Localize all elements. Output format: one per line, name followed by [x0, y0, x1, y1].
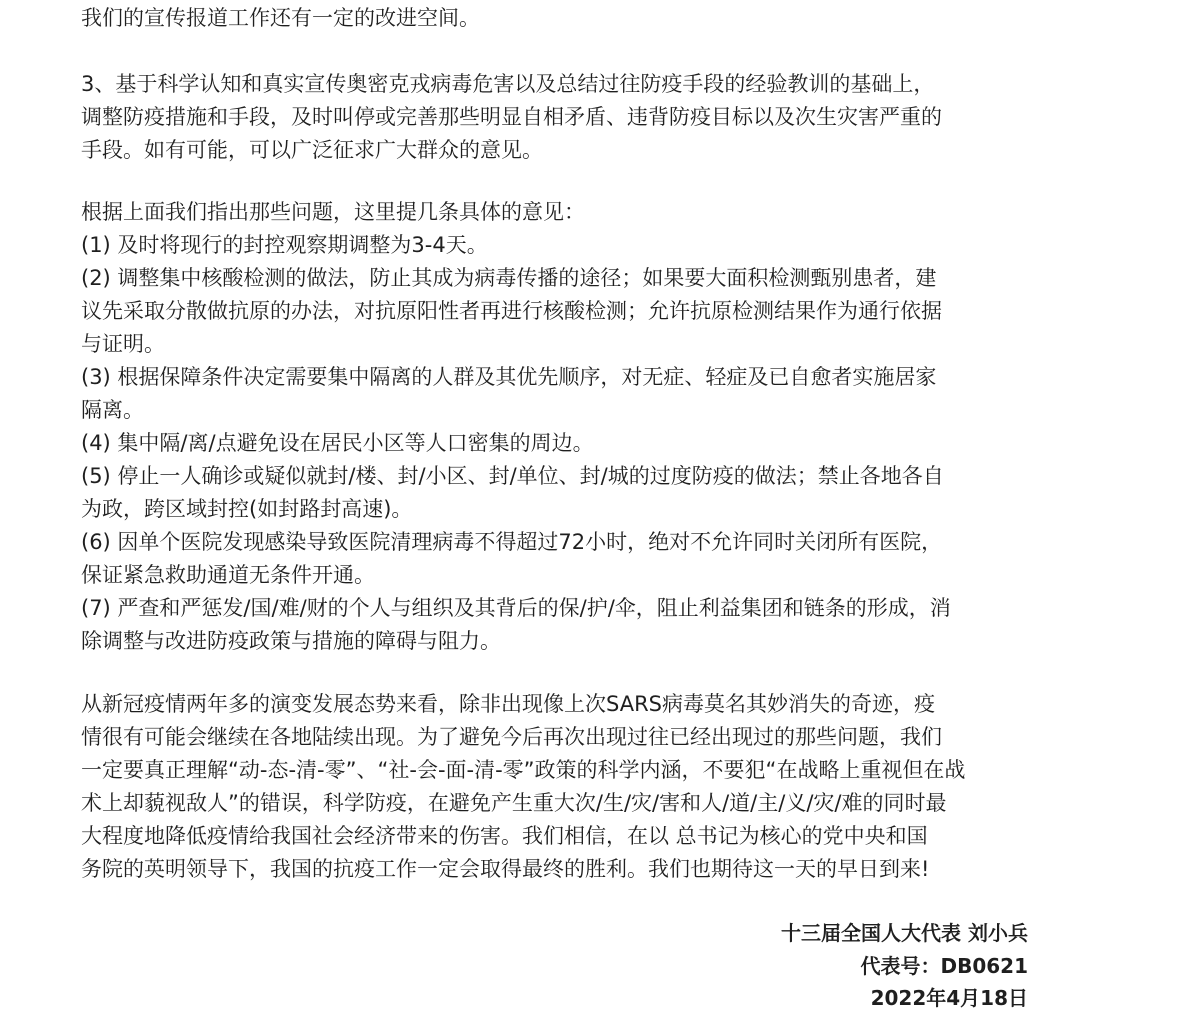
text-line: 调整防疫措施和手段，及时叫停或完善那些明显自相矛盾、违背防疫目标以及次生灾害严重的	[81, 105, 942, 129]
text-line: 除调整与改进防疫政策与措施的障碍与阻力。	[81, 629, 501, 653]
text-line: 大程度地降低疫情给我国社会经济带来的伤害。我们相信，在以 总书记为核心的党中央和国	[81, 824, 928, 848]
text-line: 议先采取分散做抗原的办法，对抗原阳性者再进行核酸检测；允许抗原检测结果作为通行依据	[81, 299, 942, 323]
text-line: 根据上面我们指出那些问题，这里提几条具体的意见：	[81, 200, 585, 224]
text-line: 一定要真正理解“动-态-清-零”、“社-会-面-清-零”政策的科学内涵，不要犯“在战略上重视但在战	[81, 758, 966, 782]
text-line: 隔离。	[81, 398, 144, 422]
signature-date: 2022年4月18日	[870, 986, 1028, 1010]
text-line: 手段。如有可能，可以广泛征求广大群众的意见。	[81, 138, 543, 162]
text-line: (2) 调整集中核酸检测的做法，防止其成为病毒传播的途径；如果要大面积检测甄别患者，建	[81, 266, 937, 290]
text-line: (6) 因单个医院发现感染导致医院清理病毒不得超过72小时，绝对不允许同时关闭所有医院，	[81, 530, 943, 554]
text-line: 务院的英明领导下，我国的抗疫工作一定会取得最终的胜利。我们也期待这一天的早日到来!	[81, 857, 930, 881]
text-line: 术上却藐视敌人”的错误，科学防疫，在避免产生重大次/生/灾/害和人/道/主/义/灾/难的同时最	[81, 791, 947, 815]
text-line: (3) 根据保障条件决定需要集中隔离的人群及其优先顺序，对无症、轻症及已自愈者实施居家	[81, 365, 937, 389]
text-line: 情很有可能会继续在各地陆续出现。为了避免今后再次出现过往已经出现过的那些问题，我们	[81, 725, 942, 749]
text-line: 保证紧急救助通道无条件开通。	[81, 563, 375, 587]
text-line: 与证明。	[81, 332, 165, 356]
text-line: (5) 停止一人确诊或疑似就封/楼、封/小区、封/单位、封/城的过度防疫的做法；禁止各地各自	[81, 464, 944, 488]
text-line: 我们的宣传报道工作还有一定的改进空间。	[81, 6, 480, 30]
text-line: (7) 严查和严惩发/国/难/财的个人与组织及其背后的保/护/伞，阻止利益集团和链条的形成，消	[81, 596, 951, 620]
signature-title: 十三届全国人大代表 刘小兵	[781, 921, 1028, 945]
text-line: 3、基于科学认知和真实宣传奥密克戎病毒危害以及总结过往防疫手段的经验教训的基础上，	[81, 72, 935, 96]
text-line: 为政，跨区域封控(如封路封高速)。	[81, 497, 413, 521]
text-line: (1) 及时将现行的封控观察期调整为3-4天。	[81, 233, 488, 257]
signature-number: 代表号：DB0621	[860, 954, 1028, 978]
text-line: (4) 集中隔/离/点避免设在居民小区等人口密集的周边。	[81, 431, 594, 455]
text-line: 从新冠疫情两年多的演变发展态势来看，除非出现像上次SARS病毒莫名其妙消失的奇迹，疫	[81, 692, 936, 716]
